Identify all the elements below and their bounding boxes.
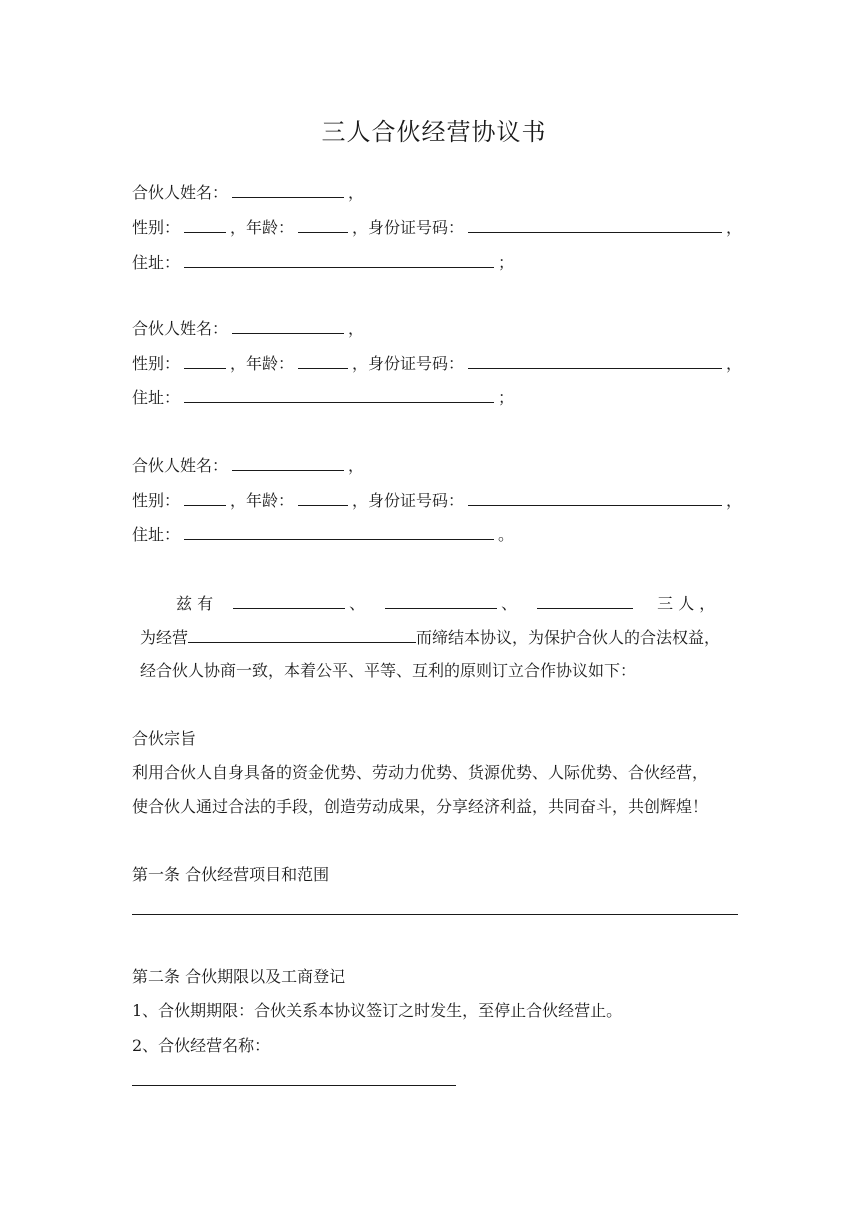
intro-suffix: 三 人 ， [657, 594, 716, 613]
article-2-heading: 第二条 合伙期限以及工商登记 [132, 967, 346, 986]
partner-3-gender-field[interactable] [184, 489, 226, 506]
age-label: ，年龄： [230, 218, 295, 237]
partner-1-info-row [132, 216, 742, 239]
name-label: 合伙人姓名： [132, 183, 229, 202]
partner-1-name-row [132, 181, 364, 204]
business-partner-1-field[interactable] [233, 592, 345, 609]
gender-label: 性别： [132, 491, 181, 510]
address-label: 住址： [132, 388, 181, 407]
partner-1-address-row [132, 251, 514, 274]
id-label: ，身份证号码： [352, 491, 465, 510]
article-2-item-1: 1、合伙期期限：合伙关系本协议签订之时发生，至停止合伙经营止。 [132, 1001, 623, 1020]
partner-2-name-row [132, 317, 364, 340]
gender-label: 性别： [132, 354, 181, 373]
partner-3-address-field[interactable] [184, 523, 494, 540]
intro-prefix: 兹 有 [176, 594, 214, 613]
id-label: ，身份证号码： [352, 218, 465, 237]
punct: ， [348, 183, 365, 202]
punct: ； [498, 388, 515, 407]
intro-line2-suffix: 而缔结本协议，为保护合伙人的合法权益， [416, 628, 721, 647]
punct: ， [348, 456, 365, 475]
intro-line-2 [140, 626, 720, 649]
partner-3-info-row [132, 489, 742, 512]
address-label: 住址： [132, 525, 181, 544]
partner-2-id-field[interactable] [468, 352, 722, 369]
purpose-line-1: 利用合伙人自身具备的资金优势、劳动力优势、货源优势、人际优势、合伙经营， [132, 763, 709, 782]
name-label: 合伙人姓名： [132, 456, 229, 475]
separator: 、 [349, 594, 366, 613]
partner-1-id-field[interactable] [468, 216, 722, 233]
article-1-blank-line[interactable] [132, 914, 738, 915]
intro-line-1 [176, 592, 715, 615]
partner-1-address-field[interactable] [184, 251, 494, 268]
separator: 、 [501, 594, 518, 613]
partner-1-gender-field[interactable] [184, 216, 226, 233]
partner-2-name-field[interactable] [232, 317, 344, 334]
partner-3-name-row [132, 454, 364, 477]
partner-1-name-field[interactable] [232, 181, 344, 198]
document-title: 三人合伙经营协议书 [321, 118, 547, 146]
business-partner-2-field[interactable] [385, 592, 497, 609]
partner-3-id-field[interactable] [468, 489, 722, 506]
name-label: 合伙人姓名： [132, 319, 229, 338]
business-scope-field[interactable] [188, 626, 416, 643]
article-1-heading: 第一条 合伙经营项目和范围 [132, 865, 330, 884]
id-label: ，身份证号码： [352, 354, 465, 373]
partner-2-address-row [132, 386, 514, 409]
gender-label: 性别： [132, 218, 181, 237]
partner-2-age-field[interactable] [298, 352, 348, 369]
punct: ， [726, 218, 743, 237]
partner-3-age-field[interactable] [298, 489, 348, 506]
punct: 。 [498, 525, 515, 544]
punct: ； [498, 253, 515, 272]
partner-2-gender-field[interactable] [184, 352, 226, 369]
partner-2-address-field[interactable] [184, 386, 494, 403]
article-2-item-2: 2、合伙经营名称： [132, 1036, 271, 1055]
partner-2-info-row [132, 352, 742, 375]
address-label: 住址： [132, 253, 181, 272]
purpose-line-2: 使合伙人通过合法的手段，创造劳动成果，分享经济利益，共同奋斗，共创辉煌！ [132, 797, 709, 816]
purpose-heading: 合伙宗旨 [132, 729, 197, 748]
punct: ， [348, 319, 365, 338]
punct: ， [726, 354, 743, 373]
age-label: ，年龄： [230, 491, 295, 510]
partner-3-address-row [132, 523, 514, 546]
business-partner-3-field[interactable] [537, 592, 633, 609]
age-label: ，年龄： [230, 354, 295, 373]
partner-1-age-field[interactable] [298, 216, 348, 233]
intro-line-3: 经合伙人协商一致，本着公平、平等、互利的原则订立合作协议如下： [140, 661, 637, 680]
punct: ， [726, 491, 743, 510]
intro-line2-prefix: 为经营 [140, 628, 189, 647]
business-name-blank-line[interactable] [132, 1085, 456, 1086]
partner-3-name-field[interactable] [232, 454, 344, 471]
